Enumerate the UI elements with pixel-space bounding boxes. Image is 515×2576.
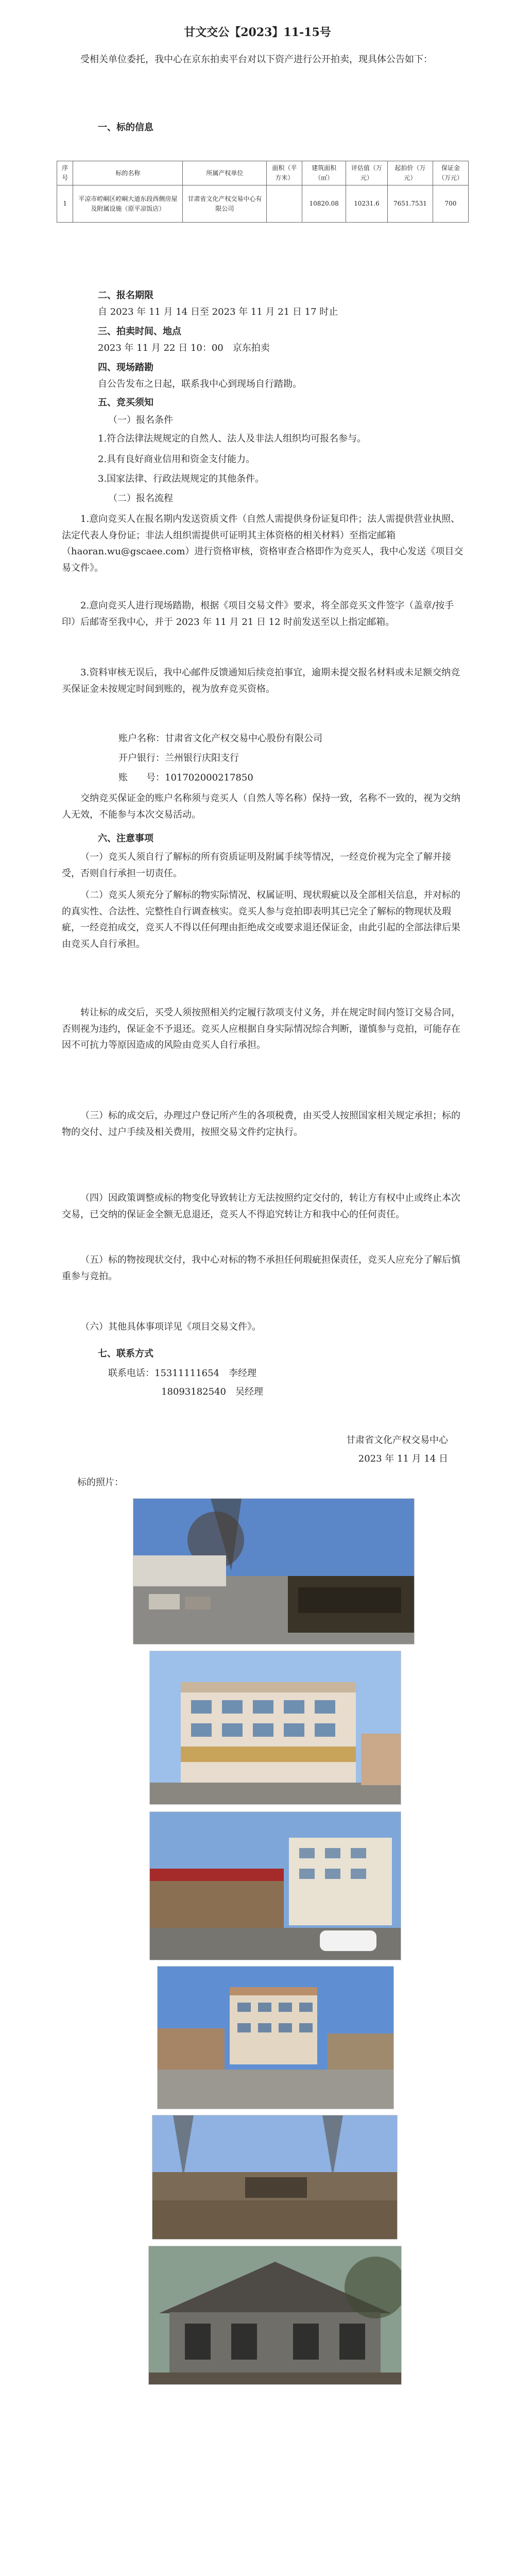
table-cell: 平凉市崆峒区崆峒大道东段西侧房屋及附属设施（原平凉饭店）: [73, 185, 183, 223]
photo-building-corner: [149, 1651, 401, 1805]
account-bank: 开户银行：兰州银行庆阳支行: [118, 753, 239, 764]
registration-conditions-heading: （一）报名条件: [108, 415, 173, 426]
section-7-heading: 七、联系方式: [98, 1348, 153, 1359]
notice-2-continued: 转让标的成交后，买受人须按照相关约定履行款项支付义务，并在规定时间内签订交易合同，否则视为违约，保证金不予退还。竞买人应根据自身实际情况综合判断，谨慎参与竞拍，可能存在因不可抗力等原因造成的风险由竞买人自行承担。: [62, 1007, 460, 1050]
photo-gate-sign: [133, 1498, 415, 1645]
section-3-heading: 三、拍卖时间、地点: [98, 326, 181, 337]
photo-street-view: [149, 1811, 401, 1960]
table-header-row: [57, 161, 469, 185]
table-header-cell: 所属产权单位: [183, 161, 267, 185]
notice-1: （一）竞买人须自行了解标的所有资质证明及附属手续等情况，一经竞价视为完全了解并接受，否则自行承担一切责任。: [62, 852, 451, 879]
notice-5: （五）标的物按现状交付，我中心对标的物不承担任何瑕疵担保责任，竞买人应充分了解后慎重参与竞拍。: [62, 1255, 460, 1282]
table-cell: 甘肃省文化产权交易中心有限公司: [183, 185, 267, 223]
condition-2: 2.具有良好商业信用和资金支付能力。: [98, 454, 255, 465]
table-cell: 1: [57, 185, 73, 223]
table-row: [57, 185, 469, 223]
table-cell: 700: [433, 185, 468, 223]
table-header-cell: 标的名称: [73, 161, 183, 185]
auction-time-place: 2023 年 11 月 22 日 10：00 京东拍卖: [98, 343, 270, 353]
document-title: 甘文交公【2023】11-15号: [184, 26, 331, 39]
condition-1: 1.符合法律法规规定的自然人、法人及非法人组织均可报名参与。: [98, 433, 367, 444]
condition-3: 3.国家法律、行政法规规定的其他条件。: [98, 473, 265, 484]
signature-org: 甘肃省文化产权交易中心: [346, 1435, 448, 1446]
table-header-cell: 面积（平方米）: [267, 161, 302, 185]
contact-2: 18093182540 吴经理: [161, 1386, 263, 1397]
process-step-2: 2.意向竞买人进行现场踏勘，根据《项目交易文件》要求，将全部竞买文件签字（盖章/按手印）后邮寄至我中心，并于 2023 年 11 月 21 日 12 时前发送至以上指定邮箱。: [62, 600, 454, 628]
notice-4: （四）因政策调整或标的物变化导致转让方无法按照约定交付的，转让方有权中止或终止本次交易，已交纳的保证金全额无息退还，竞买人不得追究转让方和我中心的任何责任。: [62, 1193, 460, 1220]
section-1-heading: 一、标的信息: [98, 122, 153, 133]
section-4-heading: 四、现场踏勘: [98, 362, 153, 373]
table-cell: 10231.6: [346, 185, 387, 223]
registration-period: 自 2023 年 11 月 14 日至 2023 年 11 月 21 日 17 时止: [98, 307, 338, 317]
table-header-cell: 序号: [57, 161, 73, 185]
process-step-1: 1.意向竞买人在报名期内发送资质文件（自然人需提供身份证复印件；法人需提供营业执照、法定代表人身份证；非法人组织需提供可证明其主体资格的相关材料）至指定邮箱（haoran.wu@gscaee.com）进行资格审核，资格审查合格即作为竞买人，我中心发送《项目交易文件》。: [62, 514, 464, 573]
section-6-heading: 六、注意事项: [98, 833, 153, 844]
table-cell: 7651.7531: [387, 185, 433, 223]
table-header-cell: 建筑面积（㎡）: [302, 161, 346, 185]
deposit-note: 交纳竞买保证金的账户名称须与竞买人（自然人等名称）保持一致，名称不一致的，视为交纳人无效，不能参与本次交易活动。: [62, 793, 460, 820]
table-cell: 10820.08: [302, 185, 346, 223]
notice-6: （六）其他具体事项详见《项目交易文件》。: [80, 1321, 261, 1332]
site-inspection-text: 自公告发布之日起，联系我中心到现场自行踏勘。: [98, 379, 302, 389]
table-header-cell: 评估值（万元）: [346, 161, 387, 185]
registration-process-heading: （二）报名流程: [108, 493, 173, 504]
section-2-heading: 二、报名期限: [98, 290, 153, 301]
table-header-cell: 起拍价（万元）: [387, 161, 433, 185]
account-number: 账 号：101702000217850: [118, 772, 253, 783]
contact-1: 联系电话：15311111654 李经理: [108, 1368, 256, 1379]
photo-yard: [157, 1966, 394, 2109]
photos-label: 标的照片：: [77, 1477, 124, 1488]
photo-old-building: [148, 2246, 402, 2385]
notice-3: （三）标的成交后，办理过户登记所产生的各项税费，由买受人按照国家相关规定承担；标的物的交付、过户手续及相关费用，按照交易文件约定执行。: [62, 1110, 460, 1138]
account-name: 账户名称：甘肃省文化产权交易中心股份有限公司: [118, 733, 322, 744]
signature-date: 2023 年 11 月 14 日: [358, 1453, 448, 1464]
section-5-heading: 五、竞买须知: [98, 397, 153, 408]
notice-2: （二）竞买人须充分了解标的物实际情况、权属证明、现状瑕疵以及全部相关信息，并对标的的真实性、合法性、完整性自行调查核实。竞买人参与竞拍即表明其已完全了解标的物现状及瑕疵，一经竞拍成交，竞买人不得以任何理由拒绝成交或要求退还保证金，由此引起的全部法律后果由竞买人自行承担。: [62, 890, 460, 950]
table-header-cell: 保证金（万元）: [433, 161, 468, 185]
asset-info-table: [57, 161, 469, 223]
photo-empty-lot: [152, 2115, 398, 2240]
table-cell: [267, 185, 302, 223]
intro-paragraph: 受相关单位委托，我中心在京东拍卖平台对以下资产进行公开拍卖，现具体公告如下：: [80, 54, 433, 65]
process-step-3: 3.资料审核无误后，我中心邮件反馈通知后续竞拍事宜，逾期未提交报名材料或未足额交纳竞买保证金未按规定时间到账的，视为放弃竞买资格。: [62, 667, 460, 694]
